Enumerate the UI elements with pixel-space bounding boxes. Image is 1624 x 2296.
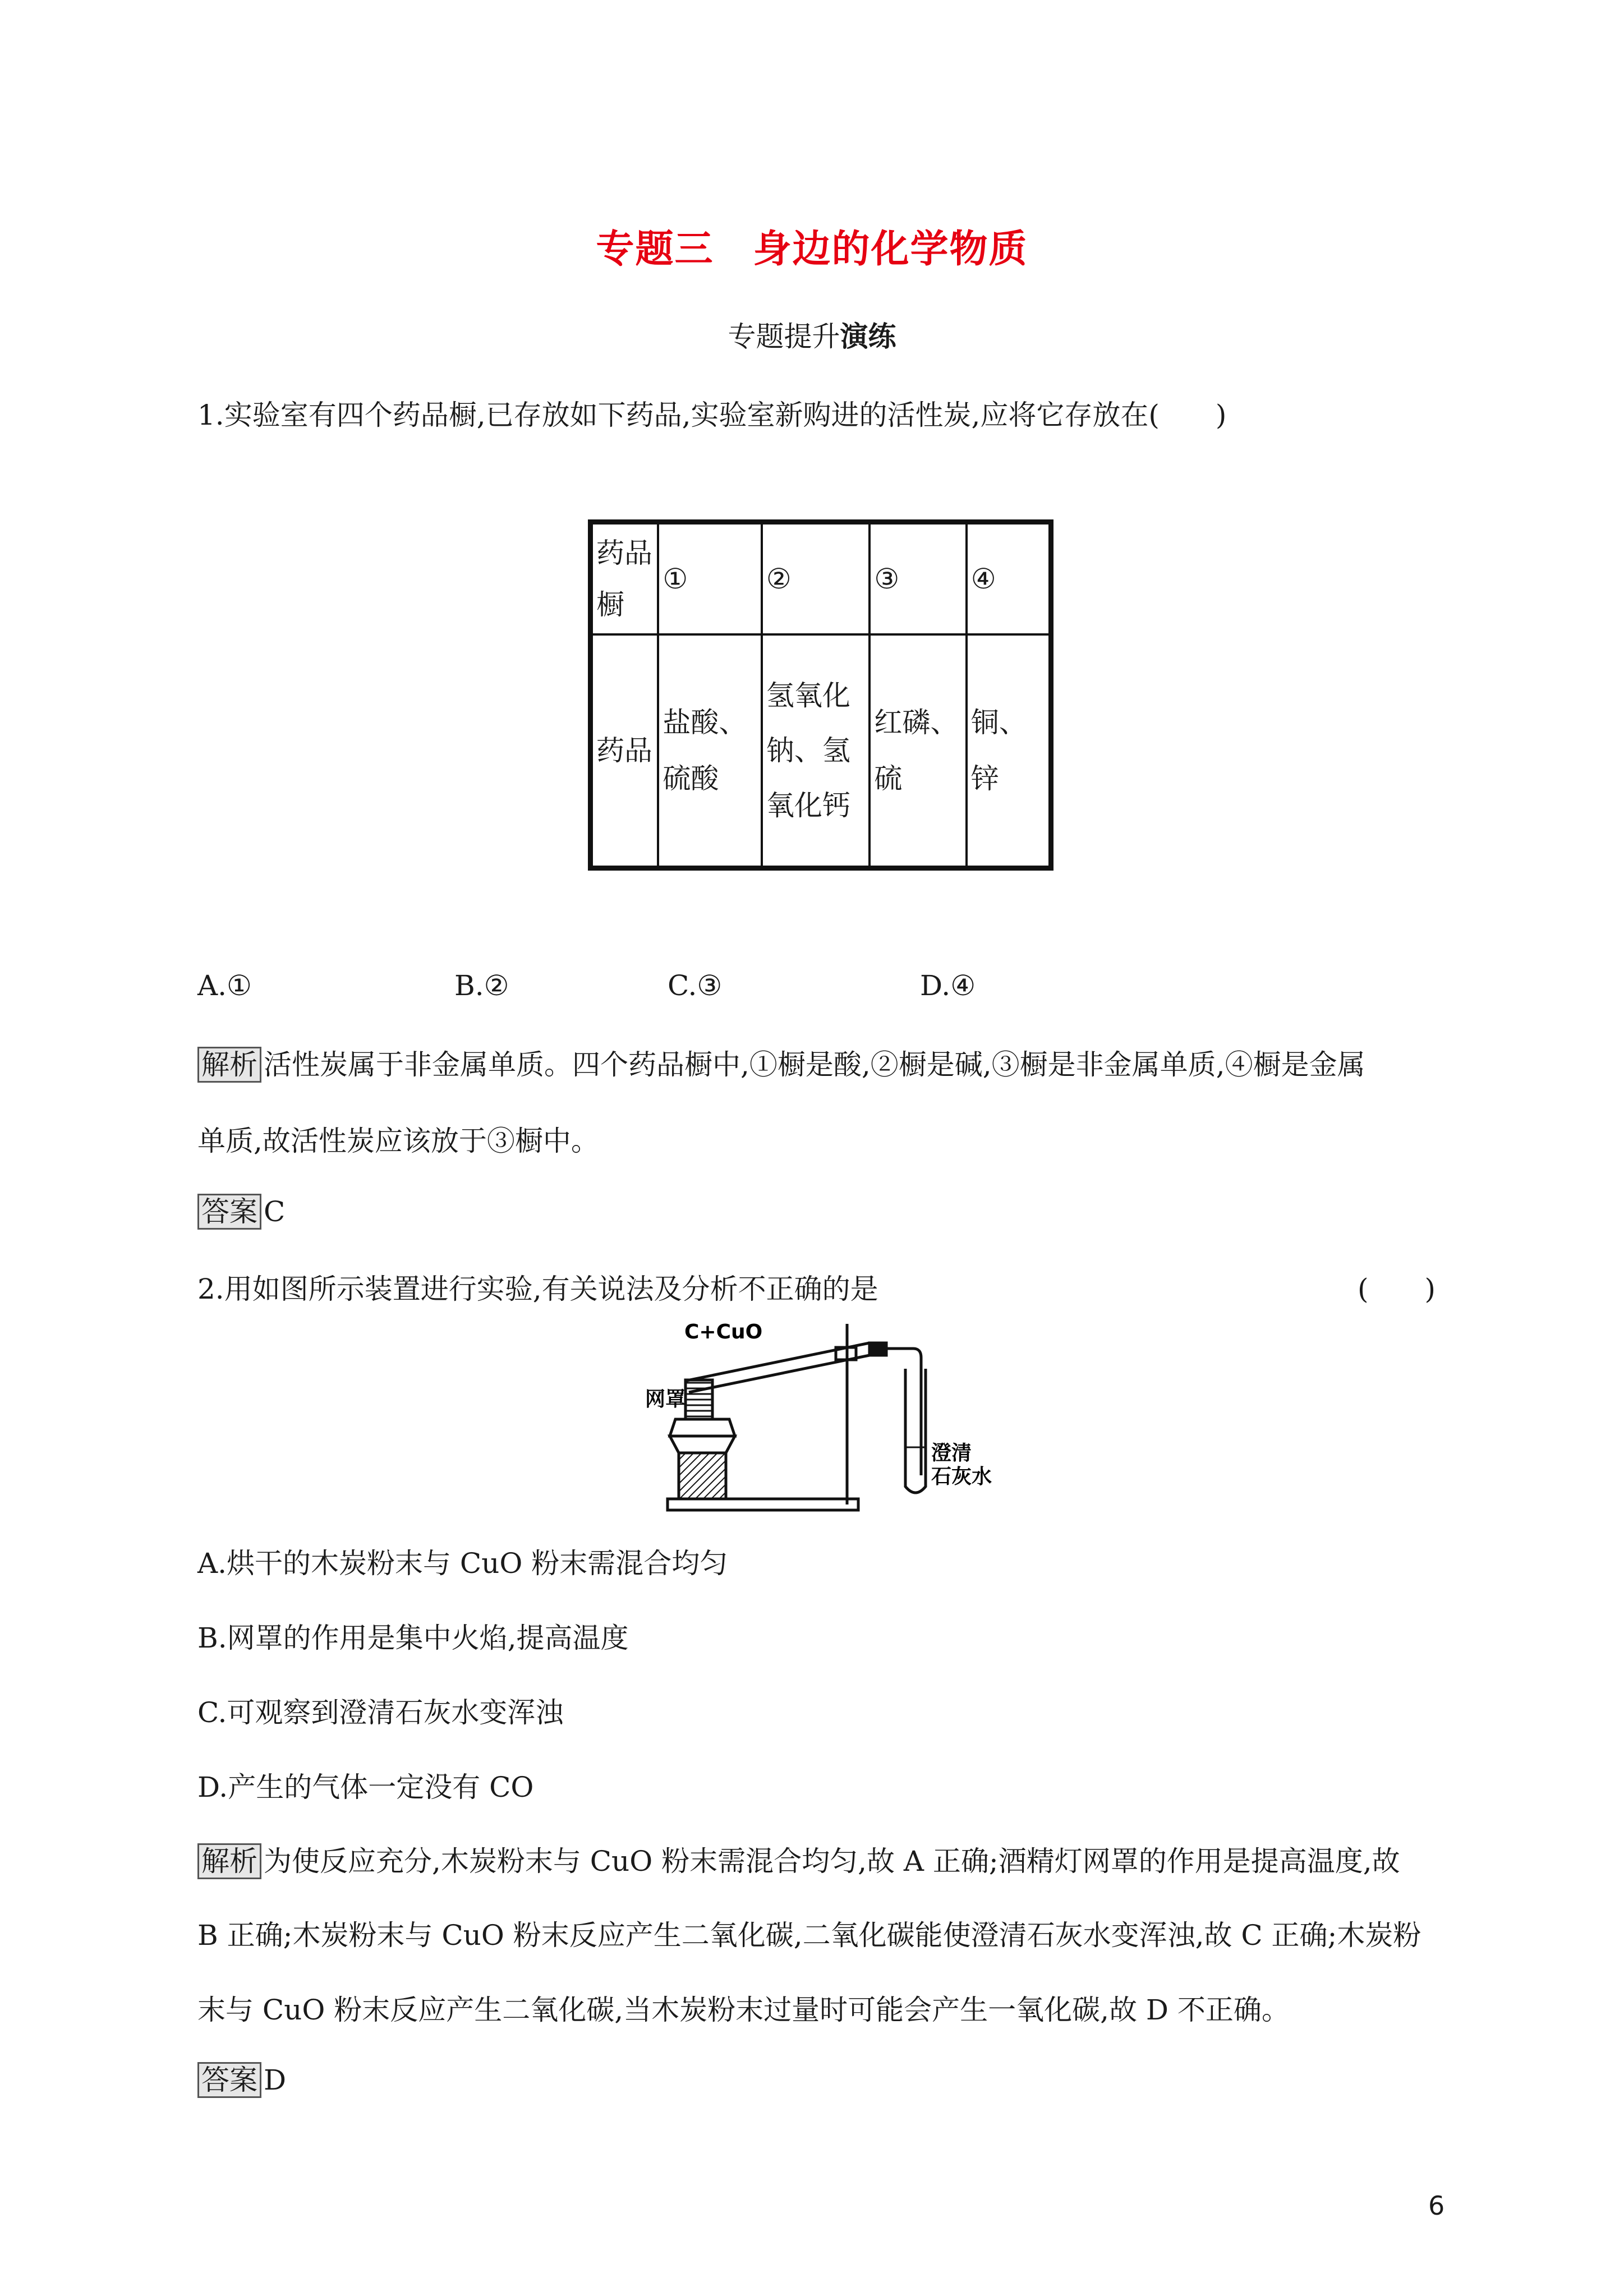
- answer-tag: 答案: [197, 1194, 261, 1230]
- table-cell: ①: [658, 522, 761, 634]
- lamp-neck: [670, 1436, 735, 1453]
- table-cell: 氢氧化钠、氢氧化钙: [762, 634, 870, 868]
- q2-analysis-text-1: 为使反应充分,木炭粉末与 CuO 粉末需混合均匀,故 A 正确;酒精灯网罩的作用是提高温度,故: [264, 1845, 1400, 1878]
- table-cell: 药品: [591, 634, 659, 868]
- table-cell: 药品橱: [591, 522, 659, 634]
- q2-answer-value: D: [264, 2064, 287, 2096]
- reagent-cabinet-table: [588, 519, 1053, 871]
- q2-answer-paren: ( ): [1358, 1273, 1436, 1305]
- q2-stem: 2.用如图所示装置进行实验,有关说法及分析不正确的是: [197, 1273, 878, 1305]
- table-cell: 铜、锌: [967, 634, 1051, 868]
- table-cell: 盐酸、硫酸: [658, 634, 761, 868]
- analysis-tag: 解析: [197, 1843, 261, 1879]
- apparatus-diagram: [645, 1318, 1004, 1520]
- stopper: [869, 1343, 886, 1355]
- table-cell: 红磷、硫: [869, 634, 966, 868]
- q1-analysis-text-1: 活性炭属于非金属单质。四个药品橱中,①橱是酸,②橱是碱,③橱是非金属单质,④橱是金属: [264, 1048, 1365, 1081]
- lamp-body: [679, 1453, 726, 1499]
- q1-option-c: C.③: [668, 969, 723, 1002]
- label-limewater-2: 石灰水: [931, 1465, 992, 1488]
- analysis-tag: 解析: [197, 1047, 261, 1083]
- q1-analysis-text-2: 单质,故活性炭应该放于③橱中。: [197, 1125, 599, 1157]
- table-cell: ③: [869, 522, 966, 634]
- lamp-top: [670, 1419, 735, 1436]
- label-limewater-1: 澄清: [931, 1442, 972, 1465]
- q1-answer-value: C: [264, 1195, 286, 1228]
- q1-analysis: [197, 1042, 1365, 1083]
- subtitle-bold: 演练: [840, 320, 896, 353]
- q1-option-b: B.②: [454, 969, 509, 1002]
- delivery-tube: [886, 1349, 921, 1475]
- table-row: [591, 522, 1051, 634]
- q2-analysis: [197, 1839, 1400, 1879]
- q2-option-d: D.产生的气体一定没有 CO: [197, 1771, 534, 1803]
- table-row: [591, 634, 1051, 868]
- table-cell: ④: [967, 522, 1051, 634]
- section-subtitle: [0, 314, 1624, 355]
- subtitle-normal: 专题提升: [728, 320, 840, 353]
- table-cell: ②: [762, 522, 870, 634]
- stand-base: [668, 1499, 858, 1510]
- q2-analysis-text-3: 末与 CuO 粉末反应产生二氧化碳,当木炭粉末过量时可能会产生一氧化碳,故 D 不正确。: [197, 1994, 1290, 2026]
- q2-analysis-text-2: B 正确;木炭粉末与 CuO 粉末反应产生二氧化碳,二氧化碳能使澄清石灰水变浑浊,故 C 正确;木炭粉: [197, 1919, 1421, 1952]
- mesh-guard: [686, 1380, 712, 1419]
- answer-tag: 答案: [197, 2062, 261, 2098]
- q1-option-d: D.④: [920, 969, 976, 1002]
- test-tube: [905, 1369, 926, 1493]
- q1-answer: [197, 1194, 285, 1230]
- q2-option-a: A.烘干的木炭粉末与 CuO 粉末需混合均匀: [197, 1547, 728, 1580]
- page-number: 6: [1428, 2191, 1445, 2221]
- page-title: 专题三 身边的化学物质: [596, 227, 1028, 272]
- q1-stem: 1.实验室有四个药品橱,已存放如下药品,实验室新购进的活性炭,应将它存放在( ): [197, 399, 1227, 431]
- label-mesh: 网罩: [645, 1388, 686, 1411]
- q2-option-b: B.网罩的作用是集中火焰,提高温度: [197, 1622, 629, 1654]
- q1-option-a: A.①: [197, 969, 252, 1002]
- q2-answer: [197, 2062, 286, 2098]
- label-reagent: C+CuO: [684, 1320, 763, 1343]
- q2-option-c: C.可观察到澄清石灰水变浑浊: [197, 1696, 564, 1729]
